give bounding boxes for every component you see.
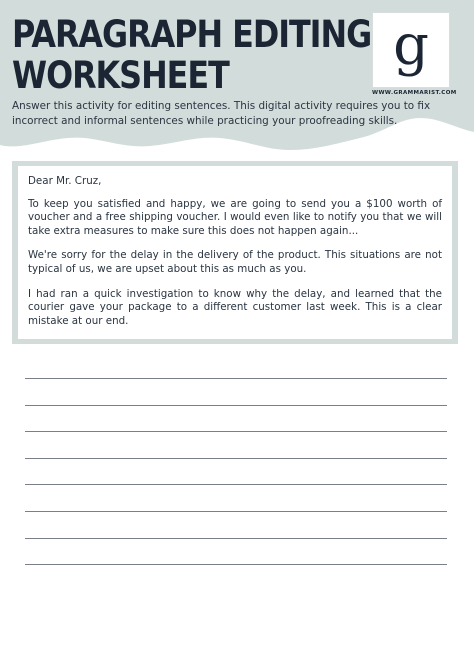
grammarist-logo — [372, 12, 450, 88]
answer-line — [25, 511, 447, 512]
letter-content — [18, 166, 452, 339]
answer-line — [25, 484, 447, 485]
letter-paragraph-2: We're sorry for the delay in the delivery of the product. This situations are not typical of us, we are upset about this as much as you. — [28, 249, 442, 275]
answer-lines — [25, 378, 447, 591]
instructions-text: Answer this activity for editing sentences. This digital activity requires you to fix incorrect and informal sentences while practicing your proofreading skills. — [12, 100, 431, 127]
letter-paragraph-3: I had ran a quick investigation to know why the delay, and learned that the courier gave your package to a different customer last week. This is a clear mistake at our end. — [28, 287, 442, 327]
page-title — [12, 14, 371, 96]
answer-line — [25, 405, 447, 406]
answer-line — [25, 538, 447, 539]
answer-line — [25, 564, 447, 565]
answer-line — [25, 431, 447, 432]
title-line-1: PARAGRAPH EDITING — [12, 13, 372, 56]
title-line-2: WORKSHEET — [12, 54, 229, 97]
letter-greeting: Dear Mr. Cruz, — [28, 175, 102, 187]
site-url: WWW.GRAMMARIST.COM — [372, 90, 457, 96]
letter-box — [12, 161, 458, 344]
answer-line — [25, 458, 447, 459]
logo-letter: g — [393, 13, 429, 78]
answer-line — [25, 378, 447, 379]
letter-paragraph-1: To keep you satisfied and happy, we are going to send you a $100 worth of voucher and a free shipping voucher. I would even like to notify you that we will take extra measures to make sure this does not happen again... — [28, 197, 442, 237]
